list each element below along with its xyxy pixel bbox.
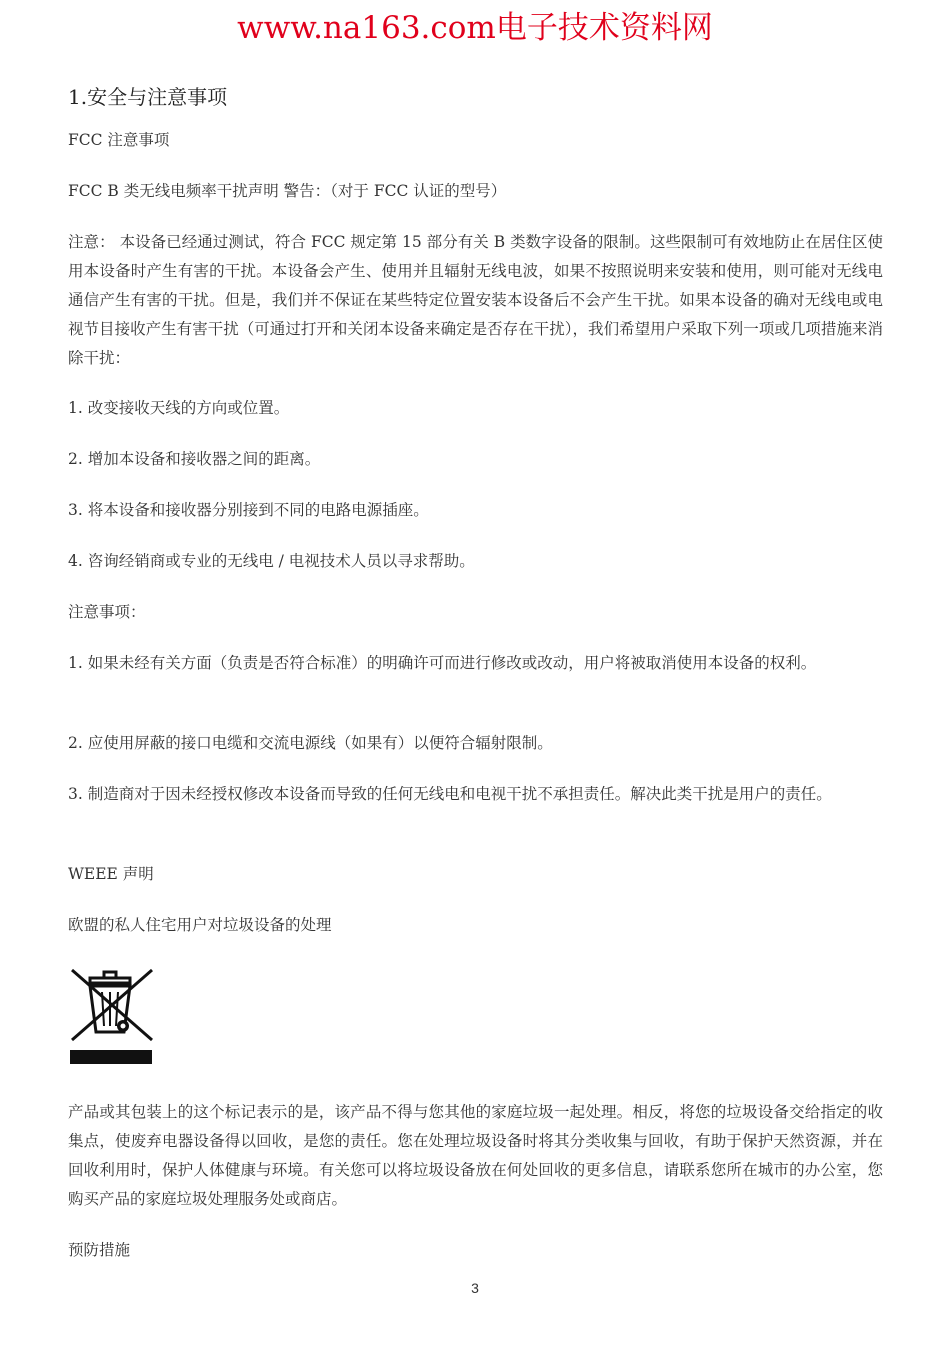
site-header: www.na163.com电子技术资料网 [237, 10, 713, 46]
crossed-out-wheelie-bin-icon [68, 966, 156, 1070]
fcc-notice: 注意： 本设备已经通过测试，符合 FCC 规定第 15 部分有关 B 类数字设备的限制。这些限制可有效地防止在居住区使用本设备时产生有害的干扰。本设备会产生、使用并且辐射无线电波，如果不按照说明来安装和使用，则可能对无线电通信产生有害的干扰。但是，我们并不保证在某些特定位置安装本设备后不会产生干扰。如果本设备的确对无线电或电视节目接收产生有害干扰（可通过打开和关闭本设备来确定是否存在干扰），我们希望用户采取下列一项或几项措施来消除干扰： [68, 233, 883, 367]
weee-subheading: 欧盟的私人住宅用户对垃圾设备的处理 [68, 916, 332, 934]
precautions-heading: 预防措施 [68, 1241, 131, 1259]
note-item: 3. 制造商对于因未经授权修改本设备而导致的任何无线电和电视干扰不承担责任。解决此类干扰是用户的责任。 [68, 785, 832, 803]
measure-item: 4. 咨询经销商或专业的无线电 / 电视技术人员以寻求帮助。 [68, 552, 475, 570]
fcc-subheading: FCC B 类无线电频率干扰声明 警告：（对于 FCC 认证的型号） [68, 182, 507, 200]
page-number: 3 [471, 1280, 479, 1296]
weee-heading: WEEE 声明 [68, 865, 154, 883]
note-item: 1. 如果未经有关方面（负责是否符合标准）的明确许可而进行修改或改动，用户将被取消使用本设备的权利。 [68, 654, 817, 672]
measure-item: 3. 将本设备和接收器分别接到不同的电路电源插座。 [68, 501, 429, 519]
measure-item: 2. 增加本设备和接收器之间的距离。 [68, 450, 321, 468]
measure-item: 1. 改变接收天线的方向或位置。 [68, 399, 290, 417]
weee-body: 产品或其包装上的这个标记表示的是，该产品不得与您其他的家庭垃圾一起处理。相反，将您的垃圾设备交给指定的收集点，使废弃电器设备得以回收，是您的责任。您在处理垃圾设备时将其分类收集与回收，有助于保护天然资源，并在回收利用时，保护人体健康与环境。有关您可以将垃圾设备放在何处回收的更多信息，请联系您所在城市的办公室，您购买产品的家庭垃圾处理服务处或商店。 [68, 1103, 883, 1208]
fcc-heading: FCC 注意事项 [68, 131, 170, 149]
section-title: 1.安全与注意事项 [68, 85, 228, 109]
note-item: 2. 应使用屏蔽的接口电缆和交流电源线（如果有）以便符合辐射限制。 [68, 734, 553, 752]
notes-heading: 注意事项： [68, 603, 146, 621]
